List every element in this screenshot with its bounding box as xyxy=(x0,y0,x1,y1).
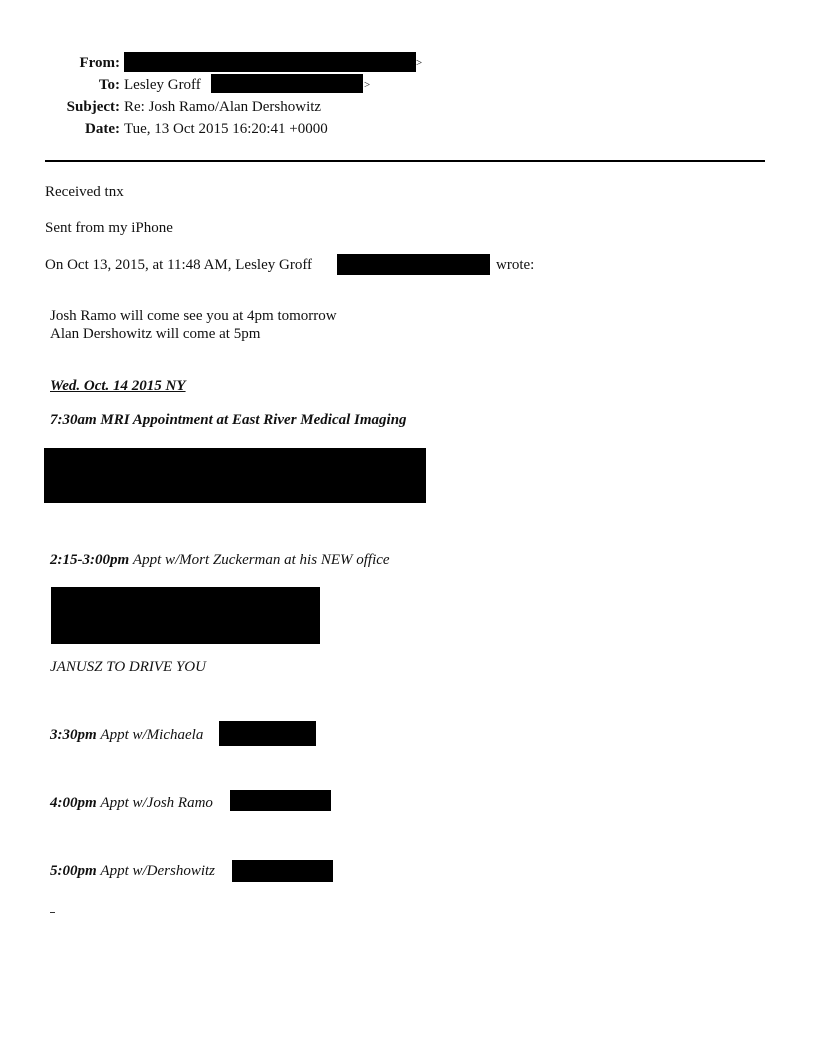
michaela-redaction xyxy=(219,721,316,746)
subject-value: Re: Josh Ramo/Alan Dershowitz xyxy=(124,99,322,115)
sent-from-text: Sent from my iPhone xyxy=(45,220,173,236)
dershowitz-redaction xyxy=(232,860,333,882)
to-value: Lesley Groff xyxy=(124,77,201,93)
michaela-text: Appt w/Michaela xyxy=(100,727,204,743)
ramo-time: 4:00pm xyxy=(50,795,97,811)
ramo-text: Appt w/Josh Ramo xyxy=(100,795,213,811)
ramo-entry xyxy=(50,794,213,812)
dershowitz-entry xyxy=(50,862,215,880)
dershowitz-line: Alan Dershowitz will come at 5pm xyxy=(50,326,261,342)
header-divider xyxy=(45,160,765,162)
zuckerman-text: Appt w/Mort Zuckerman at his NEW office xyxy=(132,552,390,568)
stray-mark xyxy=(50,912,55,913)
dershowitz-text: Appt w/Dershowitz xyxy=(100,863,216,879)
ramo-line: Josh Ramo will come see you at 4pm tomorrow xyxy=(50,308,337,324)
schedule-redaction-block xyxy=(44,448,426,503)
to-angle-bracket: > xyxy=(364,79,371,91)
from-angle-bracket: > xyxy=(416,57,423,69)
date-label: Date: xyxy=(85,121,120,137)
janusz-note: JANUSZ TO DRIVE YOU xyxy=(50,659,206,675)
received-text: Received tnx xyxy=(45,184,124,200)
zuckerman-time: 2:15-3:00pm xyxy=(50,552,130,568)
michaela-time: 3:30pm xyxy=(50,727,97,743)
to-label: To: xyxy=(98,77,120,93)
zuckerman-redaction-block xyxy=(51,587,320,644)
michaela-entry xyxy=(50,726,203,744)
from-label: From: xyxy=(79,55,120,71)
from-redaction xyxy=(124,52,416,72)
zuckerman-entry xyxy=(50,551,390,569)
quote-email-redaction xyxy=(337,254,490,275)
ramo-redaction xyxy=(230,790,331,811)
quote-intro: On Oct 13, 2015, at 11:48 AM, Lesley Groff xyxy=(45,257,313,273)
quote-intro-wrote: wrote: xyxy=(496,257,535,273)
date-value: Tue, 13 Oct 2015 16:20:41 +0000 xyxy=(124,121,328,137)
mri-appointment: 7:30am MRI Appointment at East River Medical Imaging xyxy=(50,412,407,428)
subject-label: Subject: xyxy=(66,99,120,115)
to-email-redaction xyxy=(211,74,363,93)
dershowitz-time: 5:00pm xyxy=(50,863,97,879)
schedule-date-heading: Wed. Oct. 14 2015 NY xyxy=(50,378,186,394)
